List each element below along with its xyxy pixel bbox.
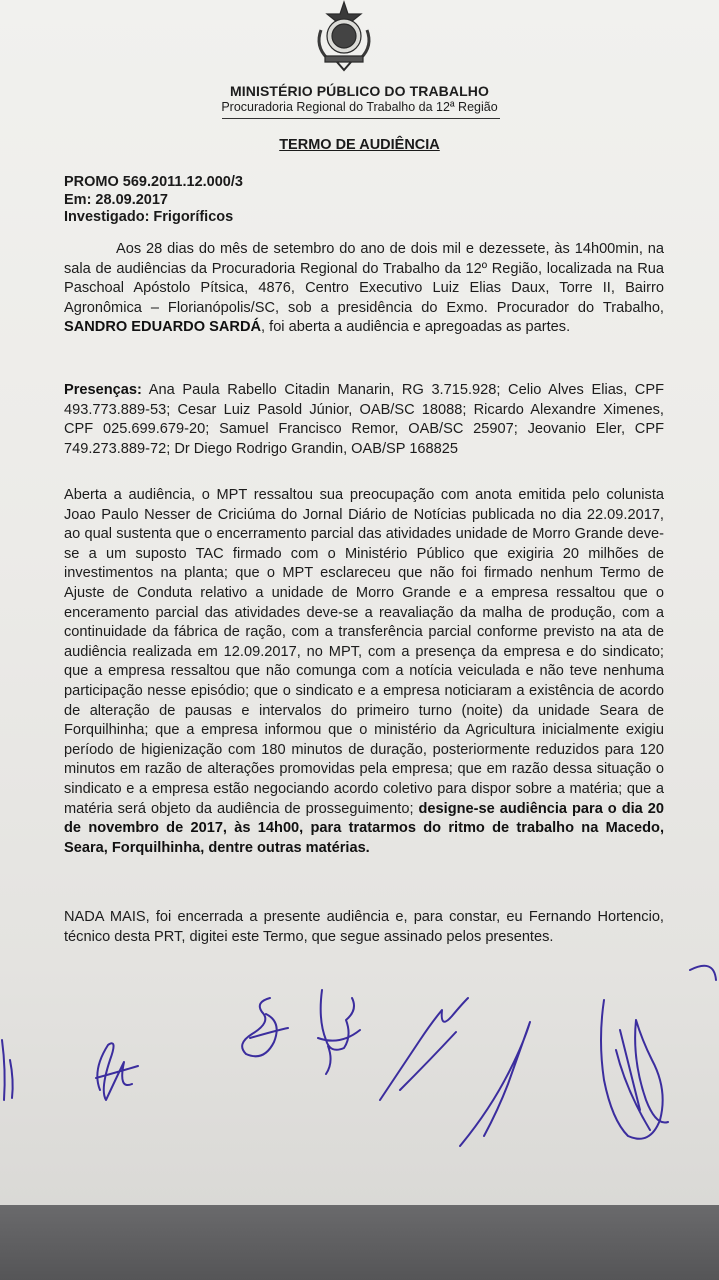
promo-number: PROMO 569.2011.12.000/3 <box>64 174 243 190</box>
organization-name: MINISTÉRIO PÚBLICO DO TRABALHO <box>230 83 489 99</box>
closing-paragraph: NADA MAIS, foi encerrada a presente audiência e, para constar, eu Fernando Hortencio, técnico desta PRT, digitei este Termo, que segue assinado pelos presentes. <box>64 909 664 945</box>
header-divider <box>222 118 500 119</box>
signature-1-icon <box>2 1040 13 1100</box>
main-paragraph <box>64 486 664 858</box>
investigated-party: Investigado: Frigoríficos <box>64 209 234 225</box>
presence-paragraph <box>64 381 664 459</box>
opening-end: , foi aberta a audiência e apregoadas as partes. <box>261 319 571 336</box>
presence-text: Ana Paula Rabello Citadin Manarin, RG 3.715.928; Celio Alves Elias, CPF 493.773.889-53; Cesar Luiz Pasold Júnior, OAB/SC 18088; Ricardo Alexandre Ximenes, CPF 025.699.679-20; Samuel Francisco Remor, OAB/SC 25907; Jeovanio Eler, CPF 749.273.889-72; Dr Diego Rodrigo Grandin, OAB/SP 168825 <box>64 382 664 457</box>
document-date: Em: 28.09.2017 <box>64 191 168 208</box>
brazil-coat-of-arms-icon <box>311 0 377 72</box>
presence-label: Presenças: <box>64 382 142 398</box>
prosecutor-name: SANDRO EDUARDO SARDÁ <box>64 319 262 336</box>
main-bold-text: designe-se audiência para o dia 20 de novembro de 2017, às 14h00, para tratarmos do ritmo de trabalho na Macedo, Seara, Forquilhinha, dentre outras matérias. <box>64 800 664 856</box>
signature-5-icon <box>380 998 468 1100</box>
background-surface <box>0 1205 719 1280</box>
document-meta <box>64 174 243 227</box>
signature-6-icon <box>460 1022 530 1146</box>
document-title: TERMO DE AUDIÊNCIA <box>279 137 440 153</box>
signature-3-icon <box>242 998 288 1056</box>
opening-paragraph <box>64 240 664 338</box>
main-text: Aberta a audiência, o MPT ressaltou sua preocupação com anota emitida pelo colunista Joao Paulo Nesser de Criciúma do Jornal Diário de Notícias publicada no dia 22.09.2017, ao qual sustenta que o encerramento parcial das atividades unidade de Morro Grande deve-se a um suposto TAC firmado com o Ministério Público que exigiria 20 milhões de investimentos na planta; que o MPT esclareceu que não foi firmado nenhum Termo de Ajuste de Conduta relativo a unidade de Morro Grande e a empresa ressaltou que o enceramento parcial das atividades deve-se a reavaliação da malha de produção, com a continuidade da fábrica de ração, com a transferência parcial conforme previsto na ata de audiência realizada em 12.09.2017, no MPT, com a presença da empresa e do sindicato; que a empresa ressaltou que não comunga com a notícia veiculada e não teve nenhuma participação nesse episódio; que o sindicato e a empresa noticiaram a existência de acordo de alteração de pausas e intervalos do primeiro turno (noite) da unidade Seara de Forquilhinha; que a empresa informou que o ministério da Agricultura inicialmente exigiu período de higienização com 180 minutos de duração, posteriormente reduzidos para 120 minutos em razão de alterações promovidas pela empresa; que em razão dessa situação o sindicato e a empresa estão negociando acordo coletivo para dispor sobre a matéria; que a matéria será objeto da audiência de prosseguimento; <box>64 487 664 817</box>
signature-7-icon <box>601 966 716 1139</box>
signature-2-icon <box>96 1043 138 1100</box>
opening-text: Aos 28 dias do mês de setembro do ano de dois mil e dezessete, às 14h00min, na sala de audiências da Procuradoria Regional do Trabalho da 12º Região, localizada na Rua Paschoal Apóstolo Pítsica, 4876, Centro Executivo Luiz Elias Daux, Torre II, Bairro Agronômica – Florianópolis/SC, sob a presidência do Exmo. Procurador do Trabalho, <box>64 241 664 316</box>
organization-subtitle: Procuradoria Regional do Trabalho da 12ª Região <box>221 100 498 114</box>
signatures-area <box>0 950 719 1205</box>
signature-4-icon <box>318 990 360 1074</box>
